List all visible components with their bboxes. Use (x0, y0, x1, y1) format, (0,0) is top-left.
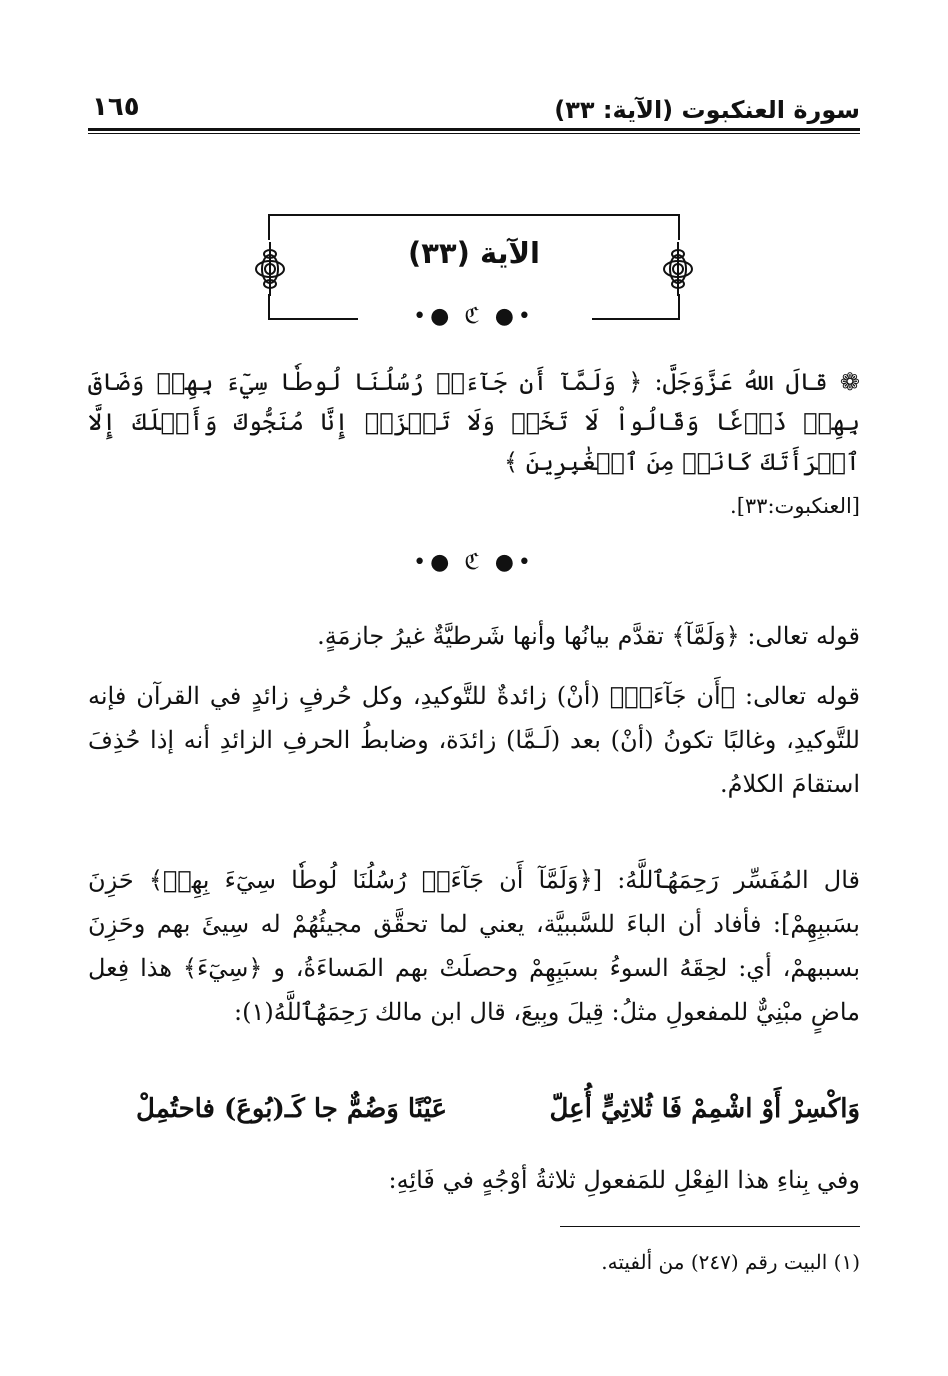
frame-left-top-tick (268, 214, 270, 240)
frame-left-bottom-tick (268, 294, 270, 320)
frame-bottom-right-line (592, 318, 680, 320)
footnote-rule (560, 1226, 860, 1227)
paragraph-3: قال المُفَسِّر رَحِمَهُٱللَّهُ: [﴿وَلَمَّآ أَن جَآءَتۡ رُسُلُنَا لُوطٗا سِيٓءَ بِهِمۡ﴾ حَزِنَ بسَببِهِمْ]: فأفاد أن الباءَ للسَّببيَّة، يعني لما تحقَّق مجيئُهُمْ له سِيئَ بهم وحَزِنَ بسببهمْ، أي: لحِقَهُ السوءُ بسبَبِهِمْ وحصلَتْ بهم المَساءَةُ، و ﴿سِيٓءَ﴾ هذا فِعل ماضٍ مبْنِيٌّ للمفعولِ مثلُ: قِيلَ وبِيعَ، قال ابن مالك رَحِمَهُٱللَّهُ(١): (88, 866, 860, 1026)
paragraph-1: قوله تعالى: ﴿وَلَمَّآ﴾ تقدَّم بيانُها وأنها شَرطيَّةٌ غيرُ جازمَةٍ. (317, 622, 860, 650)
frame-top-line (268, 214, 680, 216)
footnote: (١) البيت رقم (٢٤٧) من ألفيته. (601, 1250, 860, 1274)
ayah-heading: الآية (٣٣) (407, 236, 541, 270)
ornament-divider: •● ℭ ●• (413, 550, 535, 575)
frame-right-bottom-tick (678, 294, 680, 320)
knot-ornament-icon (656, 242, 700, 296)
paragraph-2: قوله تعالى: ﴿أَن جَآءَتۡ﴾ (أنْ) زائدةٌ للتَّوكيدِ، وكل حُرفٍ زائدٍ في القرآن فإنه للتَّوكيدِ، وغالبًا تكونُ (أنْ) بعد (لَـمَّا) زائدَة، وضابطُ الحرفِ الزائدِ أنه إذا حُذِفَ استقامَ الكلامُ. (88, 682, 860, 798)
header-rule-thick (88, 128, 860, 131)
header-rule-thin (88, 133, 860, 134)
page-number: ١٦٥ (92, 92, 140, 122)
running-header-title: سورة العنكبوت (الآية: ٣٣) (554, 96, 860, 124)
closing-paragraph: وفي بِناءِ هذا الفِعْلِ للمَفعولِ ثلاثةُ أوْجُهٍ في فَائِهِ: (388, 1166, 860, 1194)
verse-citation: [العنكبوت:٣٣]. (730, 494, 860, 518)
poem-hemistich-left: عَيْنًا وَضُمٌّ جا كَـ(بُوعَ) فاحتُمِلْ (136, 1094, 448, 1124)
quranic-verse: ❁ قالَ اللهُ عَزَّوَجَلَّ: ﴿ وَلَمَّآ أَن جَآءَتۡ رُسُلُنَا لُوطٗا سِيٓءَ بِهِمۡ وَضَاقَ بِهِمۡ ذَرۡعٗا وَقَالُواْ لَا تَخَفۡ وَلَا تَحۡزَنۡ إِنَّا مُنَجُّوكَ وَأَهۡلَكَ إِلَّا ٱمۡرَأَتَكَ كَانَتۡ مِنَ ٱلۡغَٰبِرِينَ ﴾ (88, 368, 861, 476)
frame-right-top-tick (678, 214, 680, 240)
poem-hemistich-right: وَاكْسِرْ أَوْ اشْمِمْ فَا ثُلاثِيٍّ أُعِلّ (549, 1094, 860, 1124)
ornament-divider: •● ℭ ●• (413, 304, 535, 329)
frame-bottom-left-line (268, 318, 358, 320)
knot-ornament-icon (248, 242, 292, 296)
